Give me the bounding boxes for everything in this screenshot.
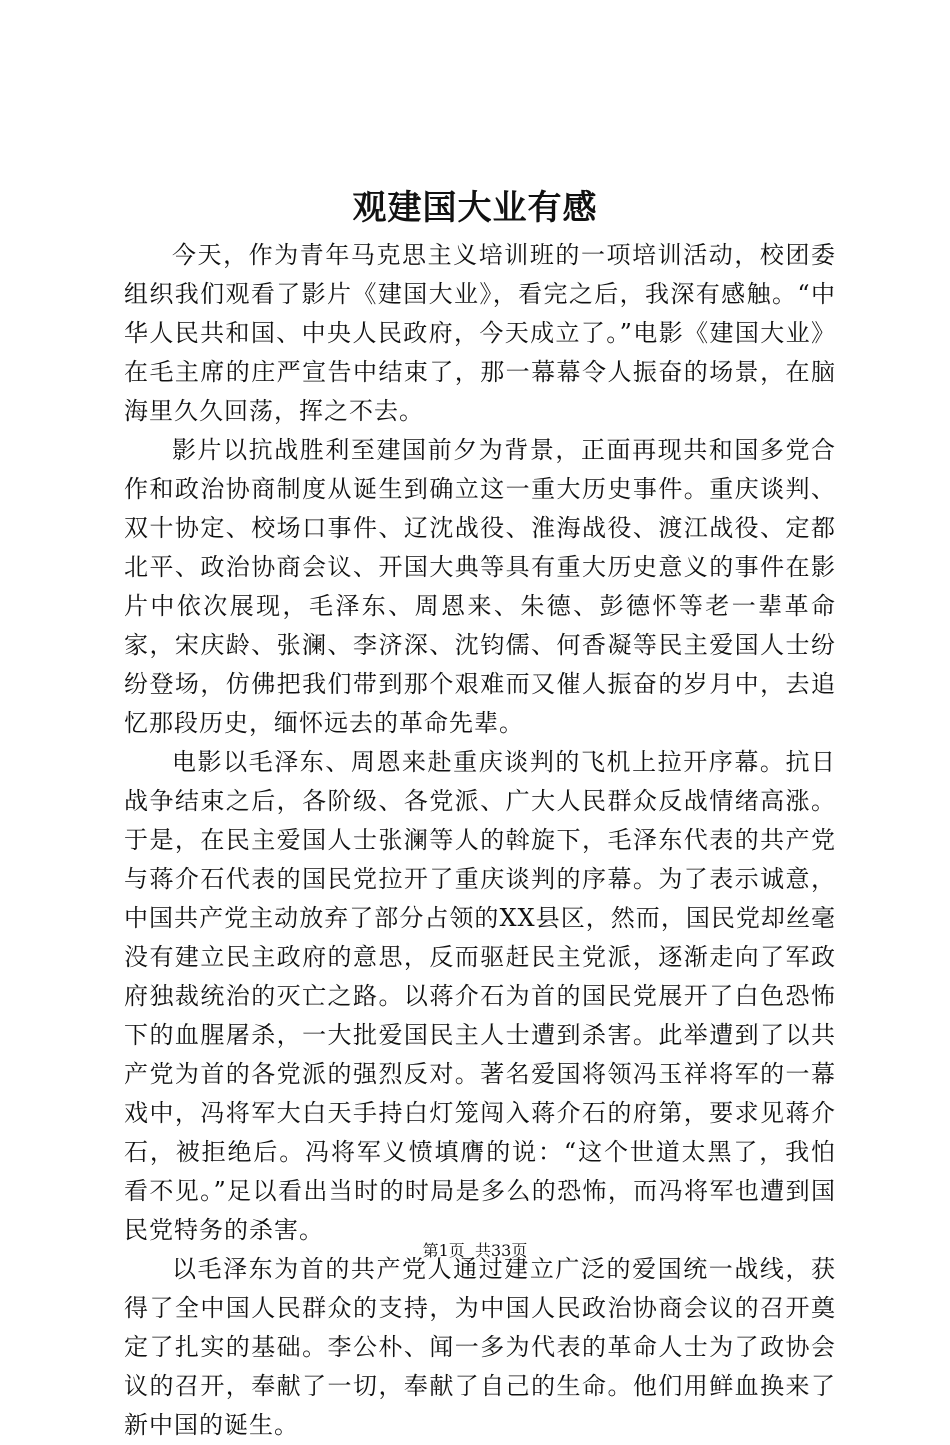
paragraph: 电影以毛泽东、周恩来赴重庆谈判的飞机上拉开序幕。抗日战争结束之后，各阶级、各党派、广大人民群众反战情绪高涨。于是，在民主爱国人士张澜等人的斡旋下，毛泽东代表的共产党与蒋介石代表的国民党拉开了重庆谈判的序幕。为了表示诚意，中国共产党主动放弃了部分占领的XX县区，然而，国民党却丝毫没有建立民主政府的意思，反而驱赶民主党派，逐渐走向了军政府独裁统治的灭亡之路。以蒋介石为首的国民党展开了白色恐怖下的血腥屠杀，一大批爱国民主人士遭到杀害。此举遭到了以共产党为首的各党派的强烈反对。著名爱国将领冯玉祥将军的一幕戏中，冯将军大白天手持白灯笼闯入蒋介石的府第，要求见蒋介石，被拒绝后。冯将军义愤填膺的说：“这个世道太黑了，我怕看不见。”足以看出当时的时局是多么的恐怖，而冯将军也遭到国民党特务的杀害。 <box>124 748 836 1244</box>
paragraph: 以毛泽东为首的共产党人通过建立广泛的爱国统一战线，获得了全中国人民群众的支持，为中国人民政治协商会议的召开奠定了扎实的基础。李公朴、闻一多为代表的革命人士为了政协会议的召开，奉献了一切，奉献了自己的生命。他们用鲜血换来了新中国的诞生。 <box>124 1255 836 1439</box>
document-title: 观建国大业有感 <box>352 188 598 228</box>
document-body <box>124 236 836 1445</box>
page-total: 共33页 <box>474 1241 528 1260</box>
paragraph: 影片以抗战胜利至建国前夕为背景，正面再现共和国多党合作和政治协商制度从诞生到确立这一重大历史事件。重庆谈判、双十协定、校场口事件、辽沈战役、淮海战役、渡江战役、定都北平、政治协商会议、开国大典等具有重大历史意义的事件在影片中依次展现，毛泽东、周恩来、朱德、彭德怀等老一辈革命家，宋庆龄、张澜、李济深、沈钧儒、何香凝等民主爱国人士纷纷登场，仿佛把我们带到那个艰难而又催人振奋的岁月中，去追忆那段历史，缅怀远去的革命先辈。 <box>124 436 836 737</box>
paragraph: 今天，作为青年马克思主义培训班的一项培训活动，校团委组织我们观看了影片《建国大业》，看完之后，我深有感触。“中华人民共和国、中央人民政府，今天成立了。”电影《建国大业》在毛主席的庄严宣告中结束了，那一幕幕令人振奋的场景，在脑海里久久回荡，挥之不去。 <box>124 241 836 425</box>
page-number: 第1页 <box>422 1241 465 1260</box>
page-footer <box>0 1239 950 1263</box>
